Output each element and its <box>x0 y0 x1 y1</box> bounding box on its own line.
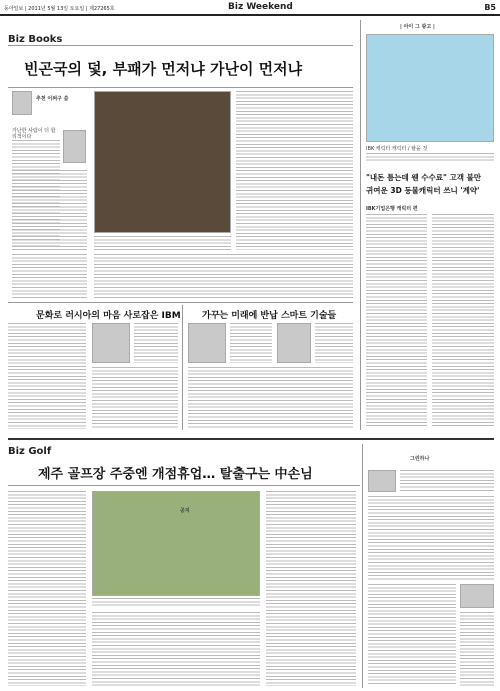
article-body <box>8 491 86 686</box>
article-body <box>92 612 260 686</box>
golf-section-label: Biz Golf <box>8 446 52 457</box>
divider <box>8 87 353 88</box>
right-section-label: IBK기업은행 캐릭터 편 <box>366 206 418 212</box>
column-rule <box>182 305 183 430</box>
article-body <box>94 254 353 298</box>
article-body <box>266 491 356 686</box>
photo-caption <box>366 153 494 163</box>
photo-caption <box>94 236 231 250</box>
article-body <box>134 323 178 363</box>
snippet-label: 그린하나 <box>410 456 430 462</box>
cover-label: IBK 캐릭터 캐릭터 / 탈을 것 <box>366 146 428 152</box>
book-cover <box>63 130 86 163</box>
masthead-info: 동아일보 | 2011년 5월 13일 토요일 | 제27265호 <box>4 6 115 12</box>
article-body <box>8 323 86 429</box>
book-title: 가난한 사람이 더 합리적이다 <box>12 128 56 140</box>
article-body <box>188 367 353 429</box>
divider <box>8 485 360 486</box>
author-photo <box>12 91 32 115</box>
golf-photo <box>92 491 260 596</box>
photo-sign: 공지 <box>180 508 190 514</box>
article-body <box>12 254 87 298</box>
author-line: 추천 어쩌구 씀 <box>36 96 69 102</box>
divider <box>8 302 353 303</box>
right-subheadline-2: 귀여운 3D 동물캐릭터 쓰니 '계약' <box>366 186 480 195</box>
divider <box>8 438 494 440</box>
column-rule <box>362 444 363 688</box>
snippet-body <box>368 496 494 580</box>
tech-headline: 가꾸는 미래에 반납 스마트 기술들 <box>202 311 337 321</box>
article-body <box>236 91 353 250</box>
books-headline: 빈곤국의 덫, 부패가 먼저냐 가난이 먼저냐 <box>24 60 303 78</box>
photo-caption <box>92 598 260 608</box>
page-number: B5 <box>484 3 496 12</box>
column-rule <box>360 20 361 430</box>
ad-tag: | 아이 그 광고 | <box>400 24 435 30</box>
culture-headline: 문화로 러시아의 마음 사로잡은 IBM <box>36 311 181 321</box>
snippet-photo <box>368 470 396 492</box>
snippet-body <box>400 470 494 492</box>
article-body <box>366 214 427 428</box>
ad-image <box>366 34 494 142</box>
article-body <box>315 323 353 363</box>
snippet-photo <box>460 584 494 608</box>
divider <box>8 45 353 46</box>
article-body <box>92 367 178 429</box>
article-photo <box>94 91 231 233</box>
article-body <box>230 323 272 363</box>
masthead-section: Biz Weekend <box>228 2 293 12</box>
snippet-body <box>460 612 494 686</box>
book-cover <box>188 323 226 363</box>
article-body <box>432 214 494 428</box>
book-cover <box>277 323 311 363</box>
article-body <box>12 170 87 250</box>
golf-headline: 제주 골프장 주중엔 개점휴업… 탈출구는 中손님 <box>38 467 313 482</box>
masthead <box>0 0 500 16</box>
books-section-label: Biz Books <box>8 34 63 45</box>
snippet-body <box>368 584 456 686</box>
right-subheadline: "내돈 틈는데 웬 수수료" 고객 불만 <box>366 173 482 182</box>
book-cover <box>92 323 130 363</box>
